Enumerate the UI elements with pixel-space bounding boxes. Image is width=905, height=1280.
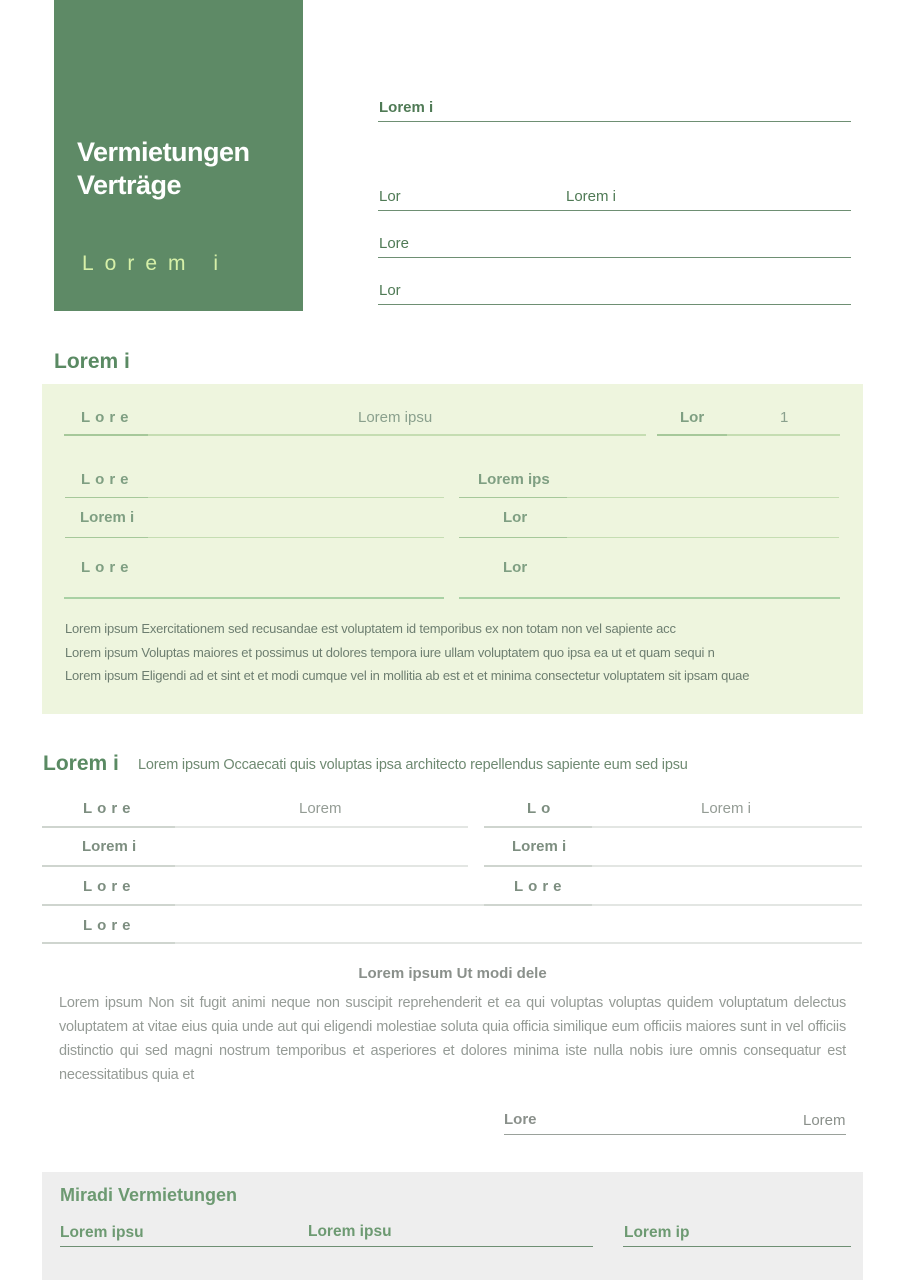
section1-note-2: Lorem ipsum Voluptas maiores et possimus ut dolores tempora iure ullam voluptatem quo ipsa ea ut et quam sequi n (65, 645, 715, 660)
section1-row1-label: Lore (81, 409, 134, 426)
signature-line[interactable] (504, 1134, 846, 1135)
header-field-1-line[interactable] (378, 121, 851, 122)
footer-field-3-line[interactable] (623, 1246, 851, 1247)
section2-left-1-value: Lorem (299, 800, 342, 817)
section1-row1-line2[interactable] (657, 434, 840, 436)
section2-left-1-line[interactable] (42, 826, 468, 828)
section1-left-2-label: Lorem i (80, 509, 135, 526)
section1-right-3-label: Lor (503, 559, 528, 576)
section1-title: Lorem i (54, 350, 130, 373)
section1-left-3-label: Lore (81, 559, 134, 576)
section2-left-4-line[interactable] (42, 942, 862, 944)
section1-right-2-label: Lor (503, 509, 528, 526)
footer-field-1-line[interactable] (60, 1246, 593, 1247)
signature-label: Lore (504, 1111, 537, 1128)
section1-left-1-label: Lore (81, 471, 134, 488)
section2-right-1-line[interactable] (484, 826, 862, 828)
header-field-4-line[interactable] (378, 304, 851, 305)
document-subtitle: Lorem i (82, 252, 230, 275)
section1-right-3-line[interactable] (459, 597, 840, 599)
section2-body-heading: Lorem ipsum Ut modi dele (358, 965, 547, 982)
document-title-line1: Vermietungen (77, 137, 250, 167)
section2-left-3-line[interactable] (42, 904, 862, 906)
section1-left-1-line[interactable] (65, 497, 444, 498)
section1-right-1-label: Lorem ips (478, 471, 550, 488)
header-field-3-label: Lore (379, 235, 410, 252)
section2-left-2-line[interactable] (42, 865, 468, 867)
section2-right-1-value: Lorem i (701, 800, 752, 817)
section2-right-3-label: Lore (514, 878, 567, 895)
section1-row1-value2: 1 (780, 409, 789, 426)
section2-title: Lorem i (43, 752, 119, 775)
header-field-2-label2: Lorem i (566, 188, 617, 205)
section2-right-1-label: Lo (527, 800, 556, 817)
section1-row1-line[interactable] (64, 434, 646, 436)
header-field-2-label: Lor (379, 188, 401, 205)
section2-left-3-label: Lore (83, 878, 136, 895)
section1-note-3: Lorem ipsum Eligendi ad et sint et et modi cumque vel in mollitia ab est et et minima consectetur voluptatem sit ipsam quae (65, 668, 750, 683)
section2-right-2-label: Lorem i (512, 838, 567, 855)
section1-row1-value: Lorem ipsu (358, 409, 433, 426)
section2-right-2-line[interactable] (484, 865, 862, 867)
header-field-4-label: Lor (379, 282, 401, 299)
header-field-3-line[interactable] (378, 257, 851, 258)
header-field-2-line[interactable] (378, 210, 851, 211)
section2-left-2-label: Lorem i (82, 838, 137, 855)
document-title (77, 136, 250, 202)
signature-value: Lorem (803, 1112, 846, 1129)
footer-title: Miradi Vermietungen (60, 1185, 238, 1205)
footer-field-2-label: Lorem ipsu (308, 1223, 392, 1240)
section2-subtitle: Lorem ipsum Occaecati quis voluptas ipsa architecto repellendus sapiente eum sed ipsu (138, 757, 688, 773)
section1-left-2-line[interactable] (65, 537, 444, 538)
footer-field-3-label: Lorem ip (624, 1224, 690, 1241)
section1-row1-label2: Lor (680, 409, 705, 426)
section1-note-1: Lorem ipsum Exercitationem sed recusandae est voluptatem id temporibus ex non totam non vel sapiente acc (65, 621, 676, 636)
section1-right-1-line[interactable] (459, 497, 839, 498)
section2-right-3-line[interactable] (484, 904, 592, 906)
document-title-line2: Verträge (77, 170, 182, 200)
section1-right-2-line[interactable] (459, 537, 839, 538)
footer-field-1-label: Lorem ipsu (60, 1224, 144, 1241)
section2-left-1-label: Lore (83, 800, 136, 817)
section2-left-4-label: Lore (83, 917, 136, 934)
section1-left-3-line[interactable] (64, 597, 444, 599)
header-field-1-label: Lorem i (379, 99, 434, 116)
section2-body-text: Lorem ipsum Non sit fugit animi neque non suscipit reprehenderit et ea qui voluptas voluptas quidem voluptatum delectus voluptatem at vitae eius quia unde aut qui eligendi molestiae soluta quia officia similique eum officiis maiores sunt in vel officiis distinctio qui sed magni nostrum temporibus et asperiores et dolores minima iste nulla nobis iure omnis consequatur est necessitatibus quia et (59, 995, 846, 1083)
